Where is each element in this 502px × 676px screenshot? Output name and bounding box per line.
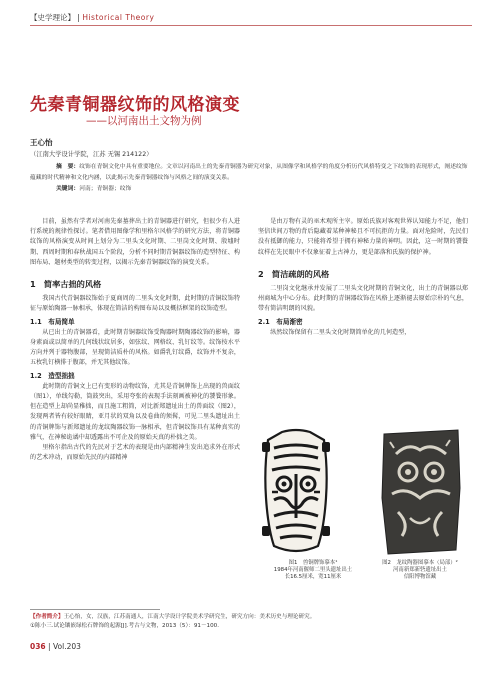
keywords-text: 河南；青铜器；纹饰 [79, 185, 132, 192]
author-bio [30, 613, 472, 622]
figure-2-caption-source: 河南新郑新砦遗址出土 [393, 567, 447, 574]
author-bio-label: 【作者简介】 [30, 614, 64, 620]
page-folio [30, 642, 81, 651]
section-heading-2: 2 简洁疏朗的风格 [258, 268, 330, 279]
left-column [30, 217, 240, 463]
subsection-heading-2-1: 2.1 布局渐密 [258, 317, 303, 326]
figure-1-caption-source: 1984年河南偃师二里头遗址出土 [273, 567, 353, 574]
figure-1-caption-title: 图1 兽铜牌饰摹本¹ [288, 560, 338, 566]
subsection-1-1-paragraph: 从已出土的青铜器看，此时期青铜器纹饰受陶器时期陶器纹饰的影响，器身素面或以简单的几何线状纹居多，如弦纹、网格纹、乳钉纹等。纹饰按水平方向并列于器物腹部，呈现简洁质朴的风格。如爵乳钉纹爵，纹饰并不复杂，五枚乳钉横排于腹部，并无其他纹饰。 [30, 328, 240, 367]
article-title: 先秦青铜器纹饰的风格演变 [30, 95, 240, 115]
article-subtitle: ——以河南出土文物为例 [86, 115, 202, 127]
section-heading-1: 1 简率古拙的风格 [30, 279, 102, 290]
author-bio-text: 王心怡，女，汉族，江苏南通人，江南大学设计学院美术学研究生，研究方向：美术历史与理论研究。 [63, 614, 316, 620]
figure-1-caption [258, 560, 368, 582]
figure-2-caption-title: 图2 龙纹陶器图摹本（局部）² [382, 560, 458, 566]
abstract-text: 纹饰在青铜文化中具有重要地位。文章以河南出土的先秦青铜器为研究对象，从图像学和风格学的角度分析历代风格特变之下纹饰的表现形式，阐述纹饰蕴藏的时代精神和文化内涵，以此揭示先秦青铜器纹饰与风格之间的演变关系。 [30, 164, 468, 181]
figure-2-caption [370, 560, 470, 582]
author-name: 王心怡 [30, 138, 53, 147]
author-affiliation: （江南大学设计学院，江苏 无锡 214122） [30, 151, 153, 158]
running-header [30, 12, 154, 23]
header-section-cn: 【史学理论】 [30, 13, 75, 22]
volume-number: Vol.203 [52, 642, 81, 651]
subsection-1-2-paragraph: 此时期的青铜文上已有变形的动物纹饰，尤其是青铜牌饰上出现的兽面纹（图1），单线勾勒，筒鼓突出，采用夸张的表现手法刻画被神化的饕餮形象。但在造型上却尚显稚拙，而且施工粗简，对比新郑遗址出土的兽面纹（图2），发现两者皆有较好眼睛，亚月状的双角以及卷曲的须髯，可见二里头遗址出土的青铜牌饰与新郑遗址的龙纹陶器纹饰一脉相承，但青铜纹饰具有某种真实的雅气，在神秘诡谲中却透露出不可企及的原始天真的朴拙之美。 [30, 382, 240, 441]
page-number: 036 [30, 642, 46, 651]
footnotes [30, 613, 472, 631]
header-section-en: Historical Theory [82, 13, 155, 22]
closing-paragraph: 里格尔指出古代的先民对于艺术的表现是由内部精神生发出追求外在形式的艺术冲动，而原始先民的内部精神 [30, 444, 240, 462]
separator: | [48, 642, 51, 651]
footnote-rule [30, 609, 160, 610]
figure-area [258, 428, 472, 588]
right-top-paragraph: 是由万物有灵的巫术观所主宰。原始氏族对客观世界认知能力不足，他们坚信世间万物的背后隐藏着某种神秘且不可抗拒的力量。面对危险时，先民们没有抵御的能力，只能将希望于拥有神秘力量的神明。因此，这一时期的饕餮纹样在先民眼中不仅象征着上古神力，更是部落和氏族的保护神。 [258, 218, 468, 256]
abstract-label: 摘 要： [56, 164, 80, 170]
right-column [258, 217, 468, 338]
header-rule [30, 25, 472, 26]
keywords-label: 关键词： [56, 185, 80, 192]
figure-2-caption-collection: 信阳博物馆藏 [403, 574, 437, 581]
section-2-paragraph: 二里岗文化继承并发展了二里头文化时期的青铜文化，出土的青铜器以郑州商城为中心分布。此时期的青铜器纹饰在风格上逐渐褪去原始宗朴的气息，带有简洁明朗的风貌。 [258, 285, 468, 313]
header-separator: | [77, 13, 80, 22]
subsection-heading-1-2: 1.2 造型拙拙 [30, 371, 75, 380]
section-1-paragraph: 我国古代青铜器纹饰始于夏商周的二里头文化时期，此时期的青铜纹饰特征与原始陶器一脉相承，体现在简洁的构图布局以及概括框架的纹饰造型。 [30, 295, 240, 313]
abstract-block [30, 162, 472, 194]
subsection-2-1-paragraph: 纵然纹饰保留有二里头文化时期简单化的几何造型， [270, 328, 411, 336]
keywords-line [30, 184, 472, 195]
figure-1-caption-size: 长16.5厘米，宽11厘米 [284, 574, 342, 581]
pottery-dragon-rubbing-icon [380, 428, 462, 556]
footnote-reference: ①陈小三.试论镶嵌绿松石牌饰的起源[J].考古与文物，2013（5）：91－100. [30, 623, 219, 629]
intro-paragraph: 目前，虽然有学者对河南先秦墓葬出土的青铜器进行研究，但很少有人进行系统的规律性探讨。笔者借用图像学和里格尔风格学的研究方法，将青铜器纹饰的风格演变从时间上划分为二里头文化时期、二里岗文化时期、殷墟时期、西周时期和春秋战国五个阶段，分析不同时期青铜器纹饰的造型特征、构图布局、题材类型的转变过程，以揭示先秦青铜器纹饰的演变关系。 [30, 218, 240, 266]
bronze-plaque-taotie-icon [260, 428, 332, 556]
subsection-heading-1-1: 1.1 布局简单 [30, 317, 75, 326]
